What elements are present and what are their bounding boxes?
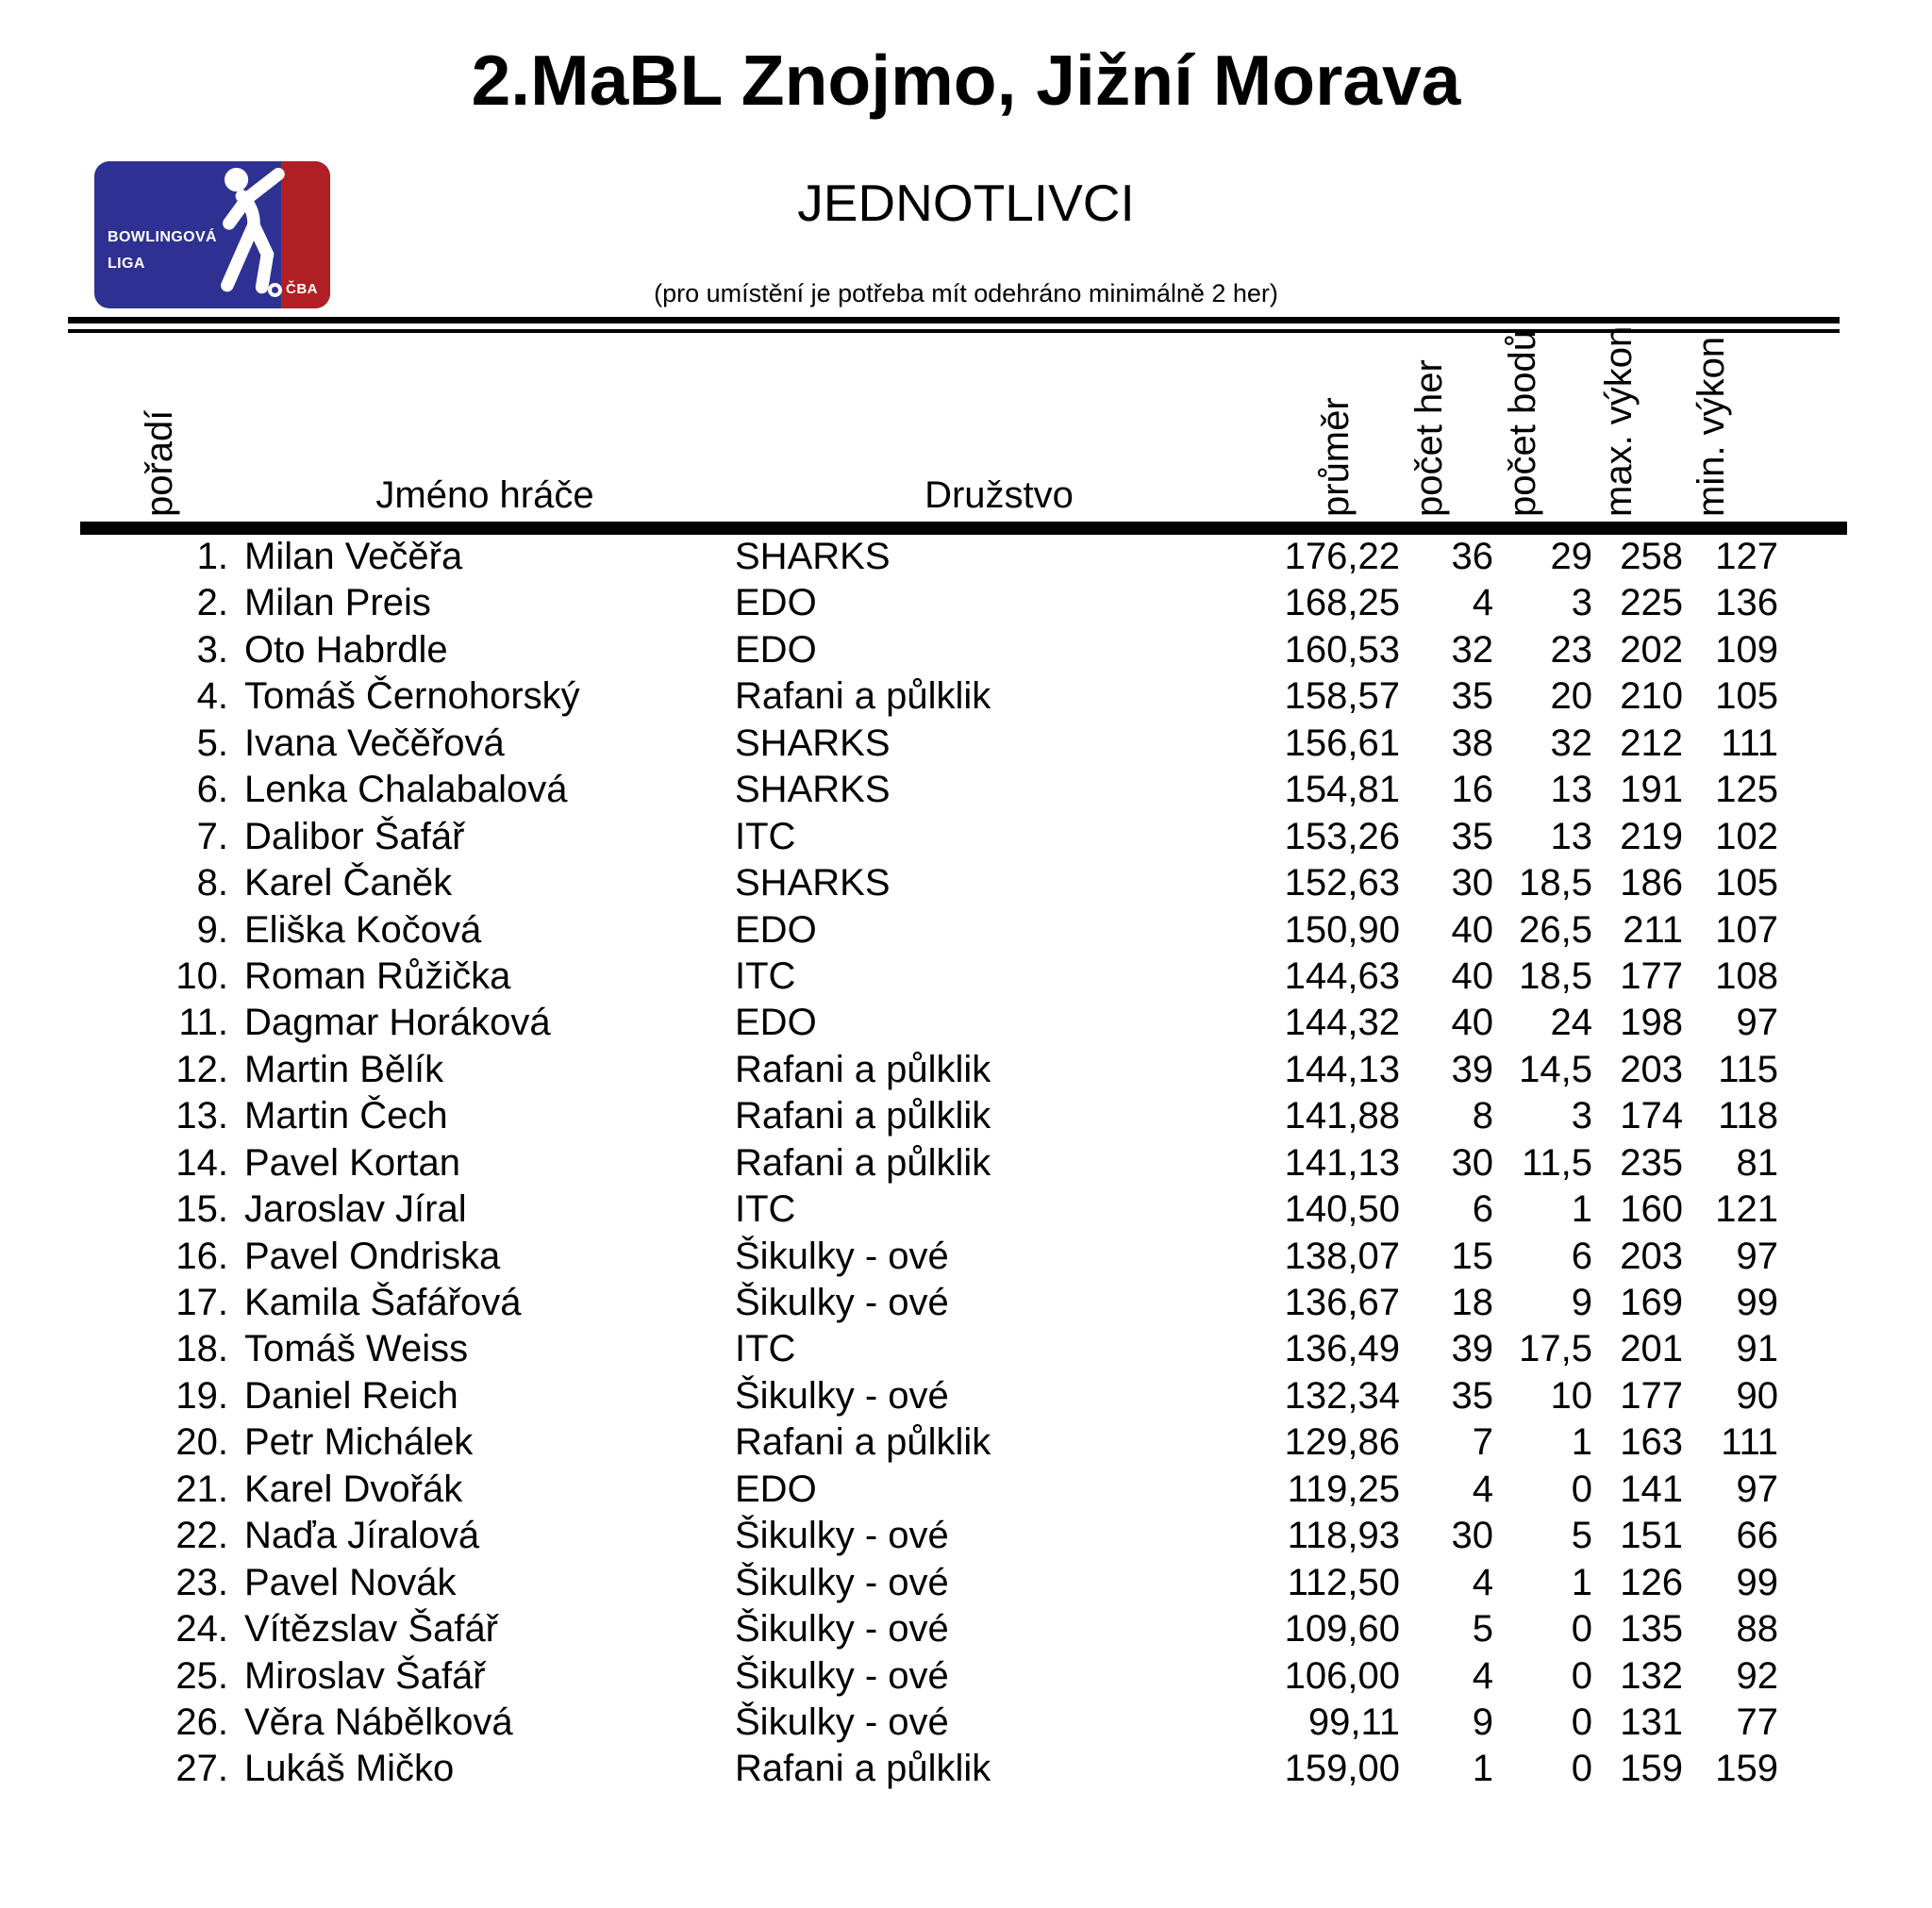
rank-cell: 26. xyxy=(175,1701,228,1743)
team-cell: Šikulky - ové xyxy=(735,1654,949,1697)
points-cell: 0 xyxy=(1571,1701,1592,1743)
average-cell: 160,53 xyxy=(1284,628,1400,671)
team-cell: EDO xyxy=(735,1002,817,1044)
player-name-cell: Martin Bělík xyxy=(244,1048,444,1090)
min-cell: 111 xyxy=(1721,1421,1778,1464)
player-name-cell: Karel Dvořák xyxy=(244,1468,463,1510)
points-cell: 10 xyxy=(1550,1374,1592,1417)
table-body xyxy=(0,534,1932,1793)
table-row xyxy=(0,1467,1932,1513)
max-cell: 202 xyxy=(1620,628,1683,671)
team-cell: ITC xyxy=(735,1328,796,1370)
games-cell: 7 xyxy=(1472,1421,1493,1464)
games-cell: 5 xyxy=(1472,1608,1493,1651)
player-name-cell: Dalibor Šafář xyxy=(244,815,465,857)
table-row xyxy=(0,1653,1932,1700)
column-header-min: min. výkon xyxy=(1690,336,1732,517)
games-cell: 39 xyxy=(1451,1048,1493,1090)
games-cell: 18 xyxy=(1451,1282,1493,1323)
points-cell: 6 xyxy=(1571,1235,1592,1277)
points-cell: 9 xyxy=(1571,1282,1592,1323)
rank-cell: 19. xyxy=(175,1374,228,1417)
rank-cell: 20. xyxy=(175,1421,228,1464)
player-name-cell: Tomáš Černohorský xyxy=(244,675,580,718)
average-cell: 150,90 xyxy=(1284,908,1400,951)
player-name-cell: Roman Růžička xyxy=(244,954,511,997)
points-cell: 32 xyxy=(1550,722,1592,764)
table-row xyxy=(0,907,1932,954)
games-cell: 4 xyxy=(1472,1561,1493,1603)
player-name-cell: Eliška Kočová xyxy=(244,908,482,951)
points-cell: 1 xyxy=(1571,1421,1592,1464)
average-cell: 119,25 xyxy=(1287,1468,1400,1510)
games-cell: 32 xyxy=(1451,628,1493,671)
max-cell: 135 xyxy=(1620,1608,1683,1651)
min-cell: 81 xyxy=(1736,1141,1778,1184)
team-cell: Šikulky - ové xyxy=(735,1235,949,1277)
max-cell: 225 xyxy=(1620,582,1683,624)
max-cell: 169 xyxy=(1620,1282,1683,1323)
table-row xyxy=(0,1140,1932,1186)
player-name-cell: Dagmar Horáková xyxy=(244,1002,551,1044)
min-cell: 97 xyxy=(1736,1002,1778,1044)
rank-cell: 1. xyxy=(196,536,228,577)
logo-cba-label: ČBA xyxy=(286,281,318,297)
points-cell: 18,5 xyxy=(1519,954,1592,997)
rank-cell: 5. xyxy=(196,722,228,764)
average-cell: 118,93 xyxy=(1287,1515,1400,1557)
average-cell: 129,86 xyxy=(1284,1421,1400,1464)
games-cell: 36 xyxy=(1451,536,1493,577)
average-cell: 168,25 xyxy=(1284,582,1400,624)
min-cell: 97 xyxy=(1736,1235,1778,1277)
column-header-games: počet her xyxy=(1408,359,1450,517)
max-cell: 151 xyxy=(1620,1515,1683,1557)
rank-cell: 18. xyxy=(175,1328,228,1370)
team-cell: EDO xyxy=(735,628,817,671)
team-cell: Rafani a půlklik xyxy=(735,1748,991,1790)
min-cell: 108 xyxy=(1715,954,1778,997)
games-cell: 30 xyxy=(1451,1141,1493,1184)
min-cell: 102 xyxy=(1715,815,1778,857)
player-name-cell: Karel Čaněk xyxy=(244,862,453,904)
column-header-team: Družstvo xyxy=(924,474,1074,516)
min-cell: 118 xyxy=(1718,1095,1778,1137)
points-cell: 29 xyxy=(1550,536,1592,577)
games-cell: 9 xyxy=(1472,1701,1493,1743)
max-cell: 141 xyxy=(1620,1468,1683,1510)
rank-cell: 21. xyxy=(175,1468,228,1510)
points-cell: 13 xyxy=(1550,769,1592,811)
points-cell: 20 xyxy=(1550,675,1592,718)
rank-cell: 4. xyxy=(196,675,228,718)
average-cell: 141,13 xyxy=(1284,1141,1400,1184)
min-cell: 105 xyxy=(1715,675,1778,718)
team-cell: Šikulky - ové xyxy=(735,1561,949,1603)
team-cell: Rafani a půlklik xyxy=(735,1141,991,1184)
games-cell: 4 xyxy=(1472,1468,1493,1510)
player-name-cell: Ivana Večěřová xyxy=(244,722,505,764)
player-name-cell: Martin Čech xyxy=(244,1095,448,1137)
points-cell: 13 xyxy=(1550,815,1592,857)
rank-cell: 23. xyxy=(175,1561,228,1603)
max-cell: 163 xyxy=(1620,1421,1683,1464)
player-name-cell: Pavel Kortan xyxy=(244,1141,461,1184)
max-cell: 177 xyxy=(1620,954,1683,997)
team-cell: Šikulky - ové xyxy=(735,1515,949,1557)
average-cell: 132,34 xyxy=(1284,1374,1400,1417)
min-cell: 159 xyxy=(1715,1748,1778,1790)
team-cell: SHARKS xyxy=(735,536,891,577)
rank-cell: 6. xyxy=(196,769,228,811)
team-cell: ITC xyxy=(735,1188,796,1231)
average-cell: 140,50 xyxy=(1284,1188,1400,1231)
rank-cell: 15. xyxy=(175,1188,228,1231)
table-row xyxy=(0,954,1932,1000)
table-row xyxy=(0,1326,1932,1372)
average-cell: 112,50 xyxy=(1287,1561,1400,1603)
player-name-cell: Lukáš Mičko xyxy=(244,1748,455,1790)
rank-cell: 17. xyxy=(175,1282,228,1323)
points-cell: 0 xyxy=(1571,1608,1592,1651)
average-cell: 136,67 xyxy=(1284,1282,1400,1323)
average-cell: 144,63 xyxy=(1284,954,1400,997)
rank-cell: 25. xyxy=(175,1654,228,1697)
rank-cell: 16. xyxy=(175,1235,228,1277)
team-cell: ITC xyxy=(735,954,796,997)
team-cell: Šikulky - ové xyxy=(735,1701,949,1743)
points-cell: 24 xyxy=(1550,1002,1592,1044)
points-cell: 0 xyxy=(1571,1748,1592,1790)
table-row xyxy=(0,1186,1932,1233)
games-cell: 16 xyxy=(1451,769,1493,811)
average-cell: 109,60 xyxy=(1284,1608,1400,1651)
points-cell: 23 xyxy=(1550,628,1592,671)
player-name-cell: Milan Preis xyxy=(244,582,431,624)
logo-text-line1: BOWLINGOVÁ xyxy=(108,229,217,245)
max-cell: 191 xyxy=(1620,769,1683,811)
rank-cell: 24. xyxy=(175,1608,228,1651)
team-cell: Rafani a půlklik xyxy=(735,1095,991,1137)
player-name-cell: Oto Habrdle xyxy=(244,628,448,671)
table-row xyxy=(0,673,1932,720)
table-row xyxy=(0,1373,1932,1419)
min-cell: 92 xyxy=(1736,1654,1778,1697)
games-cell: 4 xyxy=(1472,582,1493,624)
divider-line-bottom xyxy=(68,329,1840,333)
games-cell: 4 xyxy=(1472,1654,1493,1697)
player-name-cell: Kamila Šafářová xyxy=(244,1282,522,1323)
table-row xyxy=(0,1280,1932,1326)
logo-text-line2: LIGA xyxy=(108,256,145,272)
min-cell: 107 xyxy=(1715,908,1778,951)
min-cell: 66 xyxy=(1736,1515,1778,1557)
points-cell: 17,5 xyxy=(1519,1328,1592,1370)
rank-cell: 10. xyxy=(175,954,228,997)
table-row xyxy=(0,767,1932,813)
table-row xyxy=(0,1419,1932,1466)
average-cell: 144,13 xyxy=(1284,1048,1400,1090)
player-name-cell: Vítězslav Šafář xyxy=(244,1608,499,1651)
table-row xyxy=(0,1700,1932,1746)
average-cell: 159,00 xyxy=(1284,1748,1400,1790)
team-cell: Rafani a půlklik xyxy=(735,675,991,718)
rank-cell: 22. xyxy=(175,1515,228,1557)
min-cell: 115 xyxy=(1718,1048,1778,1090)
team-cell: SHARKS xyxy=(735,769,891,811)
player-name-cell: Miroslav Šafář xyxy=(244,1654,486,1697)
team-cell: SHARKS xyxy=(735,862,891,904)
team-cell: Rafani a půlklik xyxy=(735,1421,991,1464)
max-cell: 258 xyxy=(1620,536,1683,577)
max-cell: 159 xyxy=(1620,1748,1683,1790)
min-cell: 105 xyxy=(1715,862,1778,904)
points-cell: 1 xyxy=(1571,1561,1592,1603)
games-cell: 38 xyxy=(1451,722,1493,764)
player-name-cell: Milan Večěřa xyxy=(244,536,463,577)
table-row xyxy=(0,860,1932,906)
min-cell: 125 xyxy=(1715,769,1778,811)
games-cell: 1 xyxy=(1472,1748,1493,1790)
average-cell: 156,61 xyxy=(1284,722,1400,764)
team-cell: EDO xyxy=(735,582,817,624)
min-cell: 136 xyxy=(1715,582,1778,624)
average-cell: 154,81 xyxy=(1284,769,1400,811)
rank-cell: 2. xyxy=(196,582,228,624)
player-name-cell: Věra Nábělková xyxy=(244,1701,513,1743)
rank-cell: 8. xyxy=(196,862,228,904)
player-name-cell: Lenka Chalabalová xyxy=(244,769,568,811)
min-cell: 91 xyxy=(1736,1328,1778,1370)
max-cell: 203 xyxy=(1620,1048,1683,1090)
average-cell: 141,88 xyxy=(1284,1095,1400,1137)
min-cell: 127 xyxy=(1715,536,1778,577)
min-cell: 99 xyxy=(1736,1561,1778,1603)
team-cell: Šikulky - ové xyxy=(735,1608,949,1651)
average-cell: 106,00 xyxy=(1284,1654,1400,1697)
player-name-cell: Daniel Reich xyxy=(244,1374,458,1417)
points-cell: 14,5 xyxy=(1519,1048,1592,1090)
qualification-note: (pro umístění je potřeba mít odehráno minimálně 2 her) xyxy=(654,279,1278,307)
average-cell: 158,57 xyxy=(1284,675,1400,718)
player-name-cell: Pavel Ondriska xyxy=(244,1235,501,1277)
rank-cell: 7. xyxy=(196,815,228,857)
points-cell: 5 xyxy=(1571,1515,1592,1557)
table-row xyxy=(0,1234,1932,1280)
games-cell: 35 xyxy=(1451,815,1493,857)
column-header-points: počet bodů xyxy=(1502,330,1543,517)
team-cell: ITC xyxy=(735,815,796,857)
max-cell: 177 xyxy=(1620,1374,1683,1417)
table-header-rule xyxy=(80,522,1847,535)
games-cell: 40 xyxy=(1451,1002,1493,1044)
rank-cell: 13. xyxy=(175,1095,228,1137)
column-header-average: průměr xyxy=(1315,397,1357,517)
table-row xyxy=(0,1093,1932,1139)
table-row xyxy=(0,1606,1932,1652)
points-cell: 11,5 xyxy=(1522,1141,1592,1184)
min-cell: 111 xyxy=(1721,722,1778,764)
max-cell: 210 xyxy=(1620,675,1683,718)
average-cell: 153,26 xyxy=(1284,815,1400,857)
page-subtitle: JEDNOTLIVCI xyxy=(797,174,1135,232)
max-cell: 212 xyxy=(1620,722,1683,764)
player-name-cell: Jaroslav Jíral xyxy=(244,1188,467,1231)
rank-cell: 12. xyxy=(175,1048,228,1090)
min-cell: 109 xyxy=(1715,628,1778,671)
games-cell: 15 xyxy=(1451,1235,1493,1277)
games-cell: 35 xyxy=(1451,1374,1493,1417)
table-row xyxy=(0,580,1932,626)
team-cell: Šikulky - ové xyxy=(735,1374,949,1417)
table-row xyxy=(0,534,1932,580)
max-cell: 198 xyxy=(1620,1002,1683,1044)
team-cell: EDO xyxy=(735,908,817,951)
points-cell: 1 xyxy=(1571,1188,1592,1231)
team-cell: EDO xyxy=(735,1468,817,1510)
max-cell: 186 xyxy=(1620,862,1683,904)
min-cell: 99 xyxy=(1736,1282,1778,1323)
page-title: 2.MaBL Znojmo, Jižní Morava xyxy=(471,41,1461,120)
table-row xyxy=(0,1746,1932,1792)
team-cell: Šikulky - ové xyxy=(735,1282,949,1323)
max-cell: 203 xyxy=(1620,1235,1683,1277)
average-cell: 176,22 xyxy=(1284,536,1400,577)
games-cell: 30 xyxy=(1451,1515,1493,1557)
column-header-name: Jméno hráče xyxy=(375,474,594,516)
games-cell: 40 xyxy=(1451,908,1493,951)
rank-cell: 11. xyxy=(178,1002,228,1044)
table-row xyxy=(0,1047,1932,1093)
average-cell: 99,11 xyxy=(1307,1701,1400,1743)
table-row xyxy=(0,627,1932,673)
max-cell: 201 xyxy=(1620,1328,1683,1370)
max-cell: 160 xyxy=(1620,1188,1683,1231)
player-name-cell: Petr Michálek xyxy=(244,1421,474,1464)
average-cell: 152,63 xyxy=(1284,862,1400,904)
max-cell: 126 xyxy=(1620,1561,1683,1603)
max-cell: 219 xyxy=(1620,815,1683,857)
team-cell: SHARKS xyxy=(735,722,891,764)
table-row xyxy=(0,1000,1932,1046)
rank-cell: 3. xyxy=(196,628,228,671)
rank-cell: 14. xyxy=(175,1141,228,1184)
games-cell: 8 xyxy=(1472,1095,1493,1137)
average-cell: 138,07 xyxy=(1284,1235,1400,1277)
rank-cell: 9. xyxy=(196,908,228,951)
min-cell: 90 xyxy=(1736,1374,1778,1417)
min-cell: 97 xyxy=(1736,1468,1778,1510)
max-cell: 235 xyxy=(1620,1141,1683,1184)
column-header-rank: pořadí xyxy=(139,409,180,517)
table-row xyxy=(0,1560,1932,1606)
games-cell: 40 xyxy=(1451,954,1493,997)
points-cell: 0 xyxy=(1571,1468,1592,1510)
max-cell: 132 xyxy=(1620,1654,1683,1697)
average-cell: 136,49 xyxy=(1284,1328,1400,1370)
games-cell: 30 xyxy=(1451,862,1493,904)
player-name-cell: Tomáš Weiss xyxy=(244,1328,469,1370)
max-cell: 131 xyxy=(1620,1701,1683,1743)
player-name-cell: Pavel Novák xyxy=(244,1561,457,1603)
team-cell: Rafani a půlklik xyxy=(735,1048,991,1090)
games-cell: 6 xyxy=(1472,1188,1493,1231)
max-cell: 211 xyxy=(1623,908,1683,951)
max-cell: 174 xyxy=(1620,1095,1683,1137)
player-name-cell: Naďa Jíralová xyxy=(244,1515,480,1557)
min-cell: 88 xyxy=(1736,1608,1778,1651)
column-header-max: max. výkon xyxy=(1598,325,1640,517)
table-row xyxy=(0,721,1932,767)
rank-cell: 27. xyxy=(175,1748,228,1790)
min-cell: 121 xyxy=(1715,1188,1778,1231)
games-cell: 35 xyxy=(1451,675,1493,718)
points-cell: 3 xyxy=(1571,582,1592,624)
average-cell: 144,32 xyxy=(1284,1002,1400,1044)
games-cell: 39 xyxy=(1451,1328,1493,1370)
points-cell: 0 xyxy=(1571,1654,1592,1697)
divider-line-top xyxy=(68,317,1840,324)
points-cell: 18,5 xyxy=(1519,862,1592,904)
points-cell: 3 xyxy=(1571,1095,1592,1137)
table-row xyxy=(0,1513,1932,1559)
min-cell: 77 xyxy=(1736,1701,1778,1743)
table-row xyxy=(0,814,1932,860)
points-cell: 26,5 xyxy=(1519,908,1592,951)
